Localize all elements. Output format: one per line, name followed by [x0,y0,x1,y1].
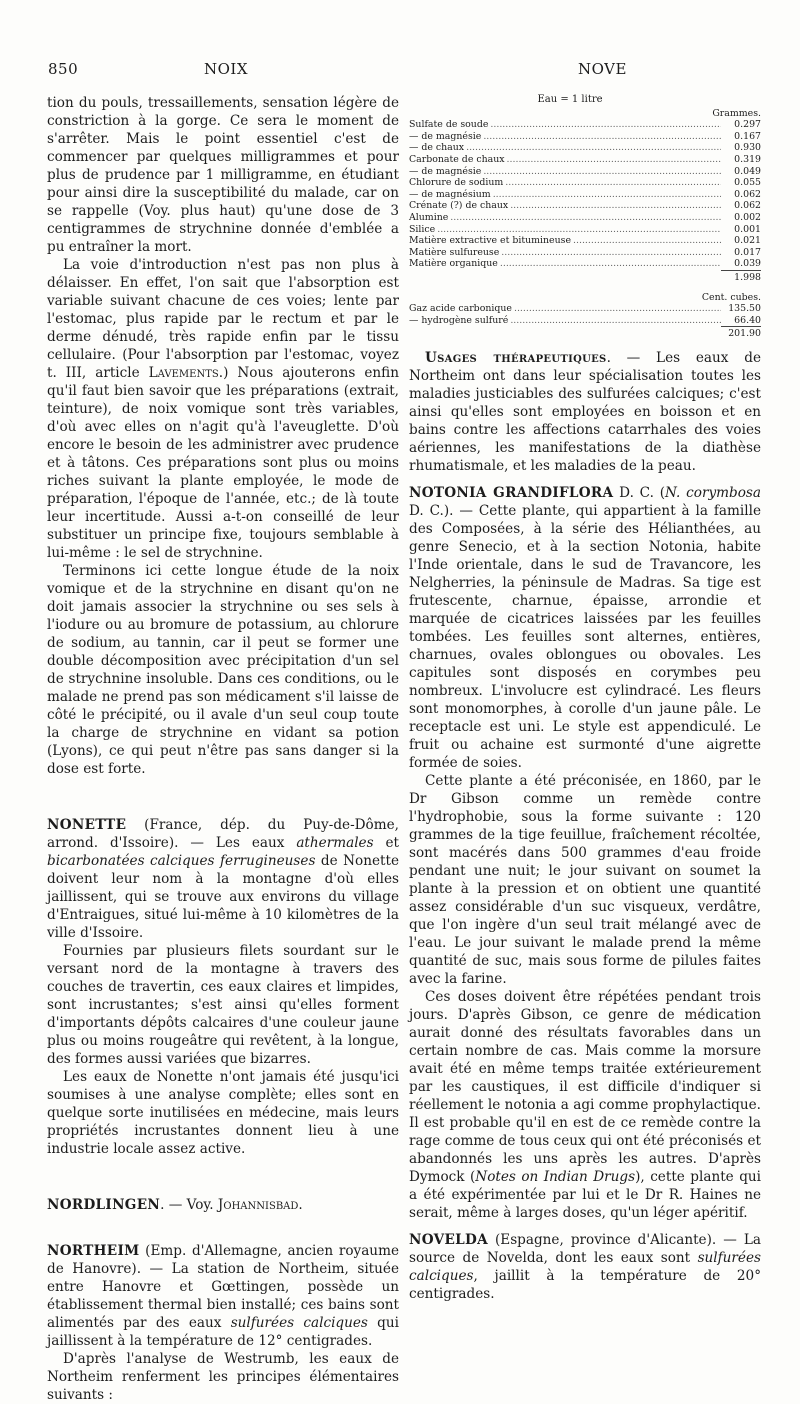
entry-headword: NOTONIA GRANDIFLORA [409,484,614,501]
unit-label: Cent. cubes. [701,291,761,303]
leader-dots [507,154,721,166]
paragraph: D'après l'analyse de Westrumb, les eaux de Northeim renferment les principes élémentaires suivants : [47,1351,399,1403]
entry-nonette: NONETTE (France, dép. du Puy-de-Dôme, arrond. d'Issoire). — Les eaux athermales et bicarbonatées calciques ferrugineuses de Nonette doivent leur nom à la montagne d'où elles jaillissent, qui se trouve aux environs du village d'Entraigues, situé lui-même à 10 kilomètres de la ville d'Issoire. [47,817,399,941]
leader-dots [466,142,721,154]
table-row [409,166,761,178]
leader-dots [437,224,721,236]
row-label: Chlorure de sodium [409,177,504,189]
leader-dots [483,166,721,178]
row-label: Gaz acide carbonique [409,303,512,315]
row-value: 0.297 [734,119,761,131]
leader-dots [500,258,721,270]
paragraph: Fournies par plusieurs filets sourdant sur le versant nord de la montagne à travers des couches de travertin, ces eaux claires et limpides, sont incrustantes; s'est ainsi qu'elles forment d'importants dépôts calcaires d'une couleur jaune plus ou moins rougeâtre qui revêtent, à la longue, des formes aussi variées que bizarres. [47,943,399,1067]
row-value: 66.40 [734,314,761,326]
row-value: 0.319 [734,153,761,165]
row-label: — de chaux [409,142,465,154]
unit-label: Grammes. [712,107,761,119]
leader-dots [510,315,721,327]
row-label: Matière organique [409,258,498,270]
table-total: 1.998 [721,270,761,284]
row-value: 0.049 [734,165,761,177]
row-label: Matière sulfureuse [409,246,500,258]
leader-dots [573,235,721,247]
cross-reference: Lavements [148,365,219,381]
table-row [409,189,761,201]
row-label: — hydrogène sulfuré [409,314,509,326]
table-row [409,200,761,212]
table-row [409,119,761,131]
paragraph: tion du pouls, tressaillements, sensation légère de constriction à la gorge. Ce sera le moment de s'arrêter. Mais le point essentiel c'est de commencer par quelques milligrammes et pour plus de prudence par 1 milligramme, en étudiant pour ainsi dire la susceptibilité du malade, car on se rappelle (Voy. plus haut) qu'une dose de 3 centigrammes de strychnine donnée d'emblée a pu entraîner la mort. [47,95,399,255]
paragraph: Ces doses doivent être répétées pendant trois jours. D'après Gibson, ce genre de médication aurait donné des résultats favorables dans un certain nombre de cas. Mais comme la morsure avait été en même temps traitée extérieurement par les caustiques, il est difficile d'indiquer si réellement le notonia a agi comme prophylactique. Il est probable qu'il en est de ce remède contre la rage comme de tous ceux qui ont été préconisés et abandonnés les uns après les autres. D'après Dymock (Notes on Indian Drugs), cette plante qui a été expérimentée par lui et le Dr R. Haines ne serait, même à larges doses, qu'un léger apéritif. [409,988,761,1221]
row-value: 0.001 [734,223,761,235]
table-caption: Eau = 1 litre [537,94,603,105]
table-row [409,247,761,259]
entry-novelda: NOVELDA (Espagne, province d'Alicante). — La source de Novelda, dont les eaux sont sulfurées calciques, jaillit à la température de 20° centigrades. [409,1231,761,1302]
row-value: 0.167 [734,130,761,142]
entry-headword: NOVELDA [409,1231,488,1248]
subentry-heading: Usages thérapeutiques [425,349,607,366]
row-value: 135.50 [728,303,761,315]
entry-headword: NONETTE [47,817,127,833]
table-row [409,235,761,247]
row-label: Carbonate de chaux [409,153,505,165]
row-value: 0.017 [734,246,761,258]
entry-northeim: NORTHEIM (Emp. d'Allemagne, ancien royaume de Hanovre). — La station de Northeim, située entre Hanovre et Gœttingen, possède un établissement thermal bien installé; ces bains sont alimentés par des eaux sulfurées calciques qui jaillissent à la température de 12° centigrades. [47,1243,399,1349]
left-column [47,94,399,1404]
entry-headword: NORTHEIM [47,1243,140,1259]
row-label: Matière extractive et bitumineuse [409,235,571,247]
row-label: Silice [409,223,436,235]
running-title-right: NOVE [578,60,627,78]
table-row [409,131,761,143]
row-label: Sulfate de soude [409,119,489,131]
row-label: Crénate (?) de chaux [409,200,509,212]
leader-dots [483,131,721,143]
table-total: 201.90 [721,326,761,340]
leader-dots [510,200,721,212]
cross-reference: Johannisbad [217,1197,299,1213]
row-value: 0.021 [734,235,761,247]
row-label: Alumine [409,211,449,223]
row-value: 0.930 [734,142,761,154]
table-row [409,315,761,327]
table-row [409,258,761,270]
row-value: 0.062 [734,188,761,200]
table-row [409,154,761,166]
table-row [409,142,761,154]
leader-dots [501,247,721,259]
leader-dots [450,212,721,224]
row-value: 0.039 [734,258,761,270]
paragraph: Cette plante a été préconisée, en 1860, par le Dr Gibson comme un remède contre l'hydrophobie, sous la forme suivante : 120 grammes de la tige feuillue, fraîchement récoltée, sont macérés dans 500 grammes d'eau froide pendant une nuit; le jour suivant on soumet la plante à la pression et on obtient une quantité assez considérable d'un suc visqueux, verdâtre, que l'on ingère d'un seul trait mélangé avec de l'eau. Le jour suivant le malade prend la même quantité de suc, mais sous forme de pilules faites avec la farine. [409,772,761,987]
table-row [409,224,761,236]
row-label: — de magnésie [409,165,482,177]
table-row [409,303,761,315]
right-column [409,94,761,1303]
table-row [409,177,761,189]
row-label: — de magnésium [409,188,491,200]
row-value: 0.062 [734,200,761,212]
paragraph: La voie d'introduction n'est pas non plus à délaisser. En effet, l'on sait que l'absorption est variable suivant chacune de ces voies; lente par l'estomac, plus rapide par le rectum et par le derme dénudé, très rapide enfin par le tissu cellulaire. (Pour l'absorption par l'estomac, voyez t. III, article Lavements.) Nous ajouterons enfin qu'il faut bien savoir que les préparations (extrait, teinture), de noix vomique sont très variables, d'où avec elles on n'agit qu'à l'aveuglette. D'où encore le besoin de les administrer avec prudence et à tâtons. Ces préparations sont plus ou moins riches suivant la plante employée, le mode de préparation, l'époque de l'année, etc.; de là toute leur incertitude. Aussi a-t-on conseillé de leur substituer un principe fixe, toujours semblable à lui-même : le sel de strychnine. [47,257,399,561]
entry-nordlingen: NORDLINGEN. — Voy. Johannisbad. [47,1197,303,1213]
leader-dots [493,189,721,201]
page-number: 850 [48,60,79,78]
row-value: 0.002 [734,211,761,223]
analysis-table [409,94,761,340]
leader-dots [505,177,721,189]
entry-notonia: NOTONIA GRANDIFLORA D. C. (N. corymbosa D. C.). — Cette plante, qui appartient à la famille des Composées, à la série des Hélianthées, au genre Senecio, et à la section Notonia, habite l'Inde orientale, dans le sud de Travancore, les Nelgherries, la péninsule de Madras. Sa tige est frutescente, charnue, épaisse, arrondie et marquée de cicatrices laissées par les feuilles tombées. Les feuilles sont alternes, entières, charnues, ovales oblongues ou obovales. Les capitules sont disposés en corymbes peu nombreux. L'involucre est cylindracé. Les fleurs sont monomorphes, à corolle d'un jaune pâle. Le receptacle est uni. Le style est appendiculé. Le fruit ou achaine est surmonté d'une aigrette formée de soies. [409,484,761,771]
paragraph: Terminons ici cette longue étude de la noix vomique et de la strychnine en disant qu'on ne doit jamais associer la strychnine ou ses sels à l'iodure ou au bromure de potassium, au chlorure de sodium, au tannin, car il peut se former une double décomposition avec précipitation d'un sel de strychnine insoluble. Dans ces conditions, ou le malade ne prend pas son médicament s'il laisse de côté le précipité, ou il avale d'un seul coup toute la charge de strychnine en vidant sa potion (Lyons), ce qui peut n'être pas sans danger si la dose est forte. [47,563,399,777]
running-title-left: NOIX [204,60,249,78]
row-label: — de magnésie [409,130,482,142]
entry-headword: NORDLINGEN [47,1197,161,1213]
paragraph: Les eaux de Nonette n'ont jamais été jusqu'ici soumises à une analyse complète; elles sont en quelque sorte inutilisées en médecine, mais leurs propriétés incrustantes donnent lieu à une industrie locale assez active. [47,1069,399,1157]
table-row [409,212,761,224]
row-value: 0.055 [734,177,761,189]
leader-dots [490,119,721,131]
entry-usages: Usages thérapeutiques. — Les eaux de Northeim ont dans leur spécialisation toutes les maladies justiciables des sulfurées calciques; c'est ainsi qu'elles sont employées en boisson et en bains contre les affections catarrhales des voies aériennes, les manifestations de la diathèse rhumatismale, et les maladies de la peau. [409,349,761,474]
leader-dots [514,303,721,315]
